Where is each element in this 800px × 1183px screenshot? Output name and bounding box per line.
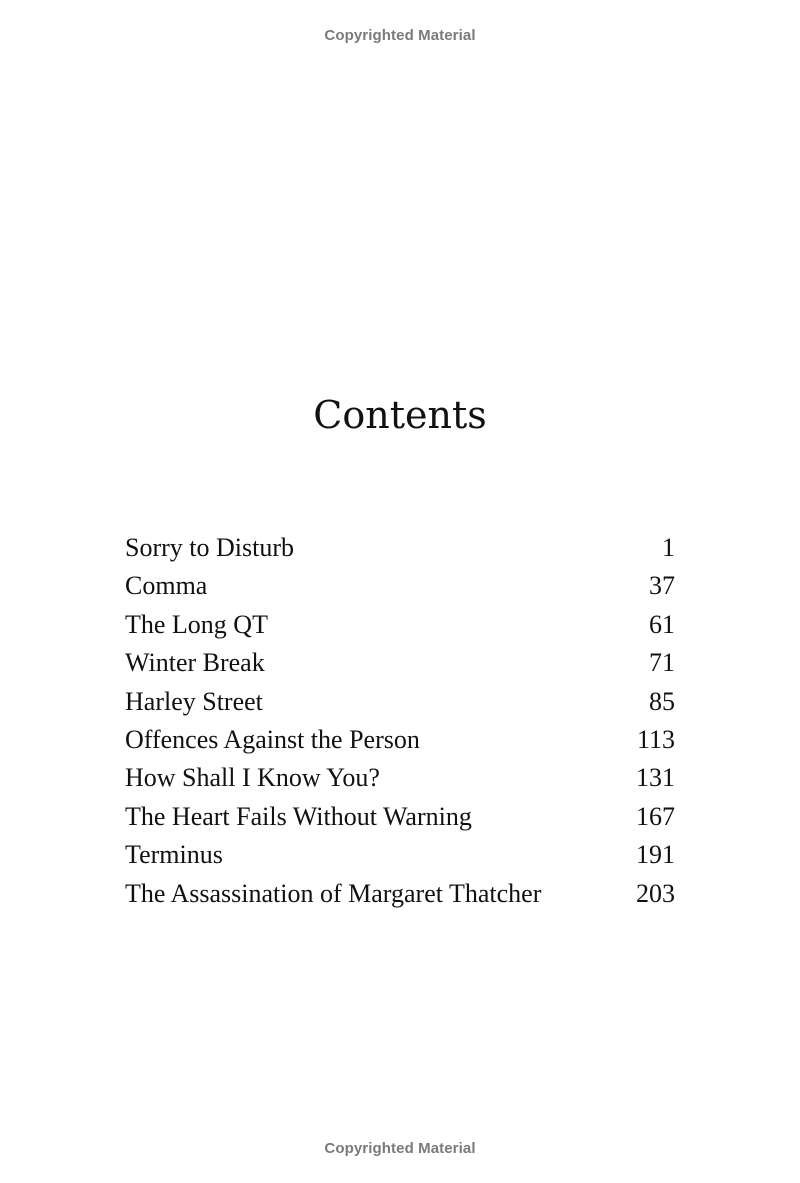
toc-entry-title: Sorry to Disturb bbox=[125, 533, 294, 562]
toc-entry[interactable] bbox=[125, 879, 675, 917]
toc-entry-title: The Assassination of Margaret Thatcher bbox=[125, 878, 542, 908]
toc-entry-title: Terminus bbox=[125, 840, 223, 870]
toc-entry[interactable] bbox=[125, 610, 675, 648]
watermark-top: Copyrighted Material bbox=[324, 27, 476, 44]
toc-entry-page: 167 bbox=[636, 801, 675, 831]
table-of-contents bbox=[125, 533, 675, 917]
toc-entry[interactable] bbox=[125, 533, 675, 571]
toc-entry-page: 191 bbox=[636, 840, 675, 870]
toc-entry-title: Offences Against the Person bbox=[125, 724, 420, 754]
toc-entry-page: 85 bbox=[649, 686, 675, 716]
watermark-bottom: Copyrighted Material bbox=[324, 1140, 476, 1157]
toc-entry-title: Comma bbox=[125, 571, 208, 601]
toc-entry[interactable] bbox=[125, 725, 675, 763]
toc-entry-title: How Shall I Know You? bbox=[125, 763, 380, 793]
page-title: Contents bbox=[313, 393, 487, 438]
toc-entry[interactable] bbox=[125, 571, 675, 609]
toc-entry[interactable] bbox=[125, 763, 675, 801]
toc-entry[interactable] bbox=[125, 840, 675, 878]
toc-entry-page: 131 bbox=[636, 763, 675, 793]
toc-entry[interactable] bbox=[125, 648, 675, 686]
toc-entry-title: The Heart Fails Without Warning bbox=[125, 801, 472, 831]
toc-entry-page: 203 bbox=[636, 878, 675, 908]
toc-entry[interactable] bbox=[125, 687, 675, 725]
toc-entry-page: 113 bbox=[636, 724, 675, 754]
toc-entry-page: 37 bbox=[649, 571, 675, 601]
toc-entry-title: Winter Break bbox=[125, 648, 265, 678]
toc-entry-title: The Long QT bbox=[125, 609, 268, 639]
toc-entry-page: 71 bbox=[649, 648, 675, 678]
toc-entry[interactable] bbox=[125, 802, 675, 840]
toc-entry-page: 1 bbox=[662, 533, 675, 562]
toc-entry-page: 61 bbox=[649, 609, 675, 639]
toc-entry-title: Harley Street bbox=[125, 686, 263, 716]
